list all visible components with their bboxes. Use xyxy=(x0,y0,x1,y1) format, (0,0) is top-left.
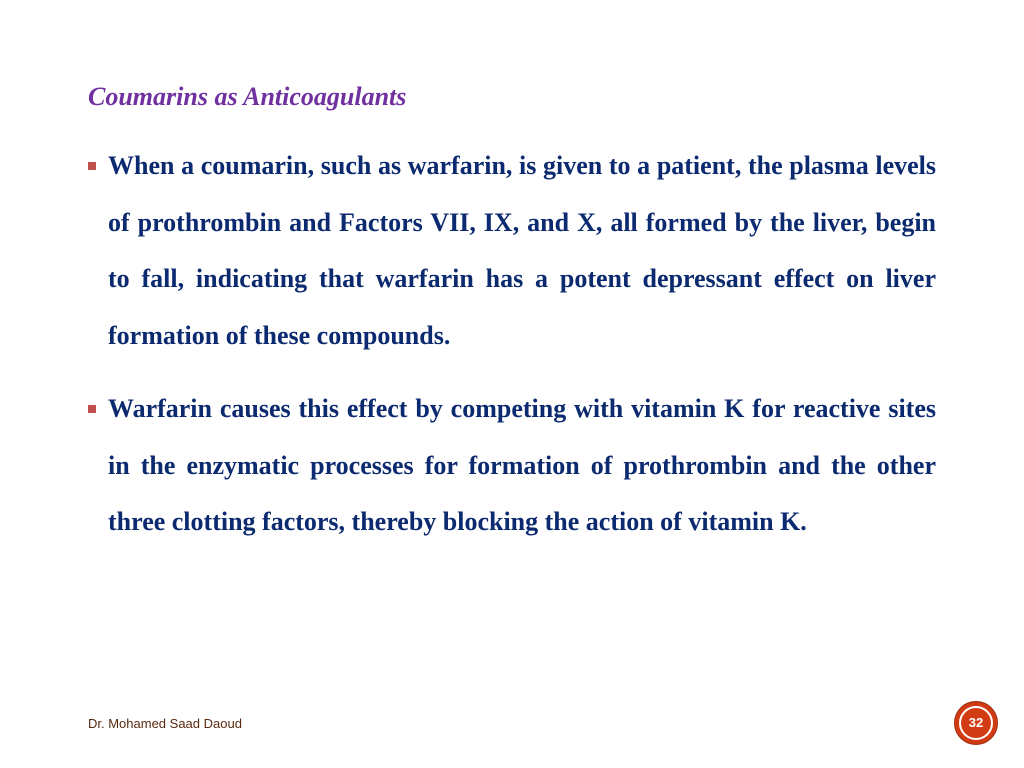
page-number: 32 xyxy=(968,715,984,730)
footer-author: Dr. Mohamed Saad Daoud xyxy=(88,716,242,731)
bullet-item xyxy=(88,138,936,364)
slide-title: Coumarins as Anticoagulants xyxy=(88,82,407,111)
page-number-badge xyxy=(955,702,997,744)
bullet-item xyxy=(88,381,936,551)
bullet-list xyxy=(88,138,936,551)
square-bullet-icon xyxy=(88,405,96,413)
bullet-text: Warfarin causes this effect by competing with vitamin K for reactive sites in the enzymatic processes for formation of prothrombin and the other three clotting factors, thereby blocking the action of vitamin K. xyxy=(108,394,936,536)
square-bullet-icon xyxy=(88,162,96,170)
bullet-text: When a coumarin, such as warfarin, is given to a patient, the plasma levels of prothrombin and Factors VII, IX, and X, all formed by the liver, begin to fall, indicating that warfarin has a potent depressant effect on liver formation of these compounds. xyxy=(108,151,936,350)
